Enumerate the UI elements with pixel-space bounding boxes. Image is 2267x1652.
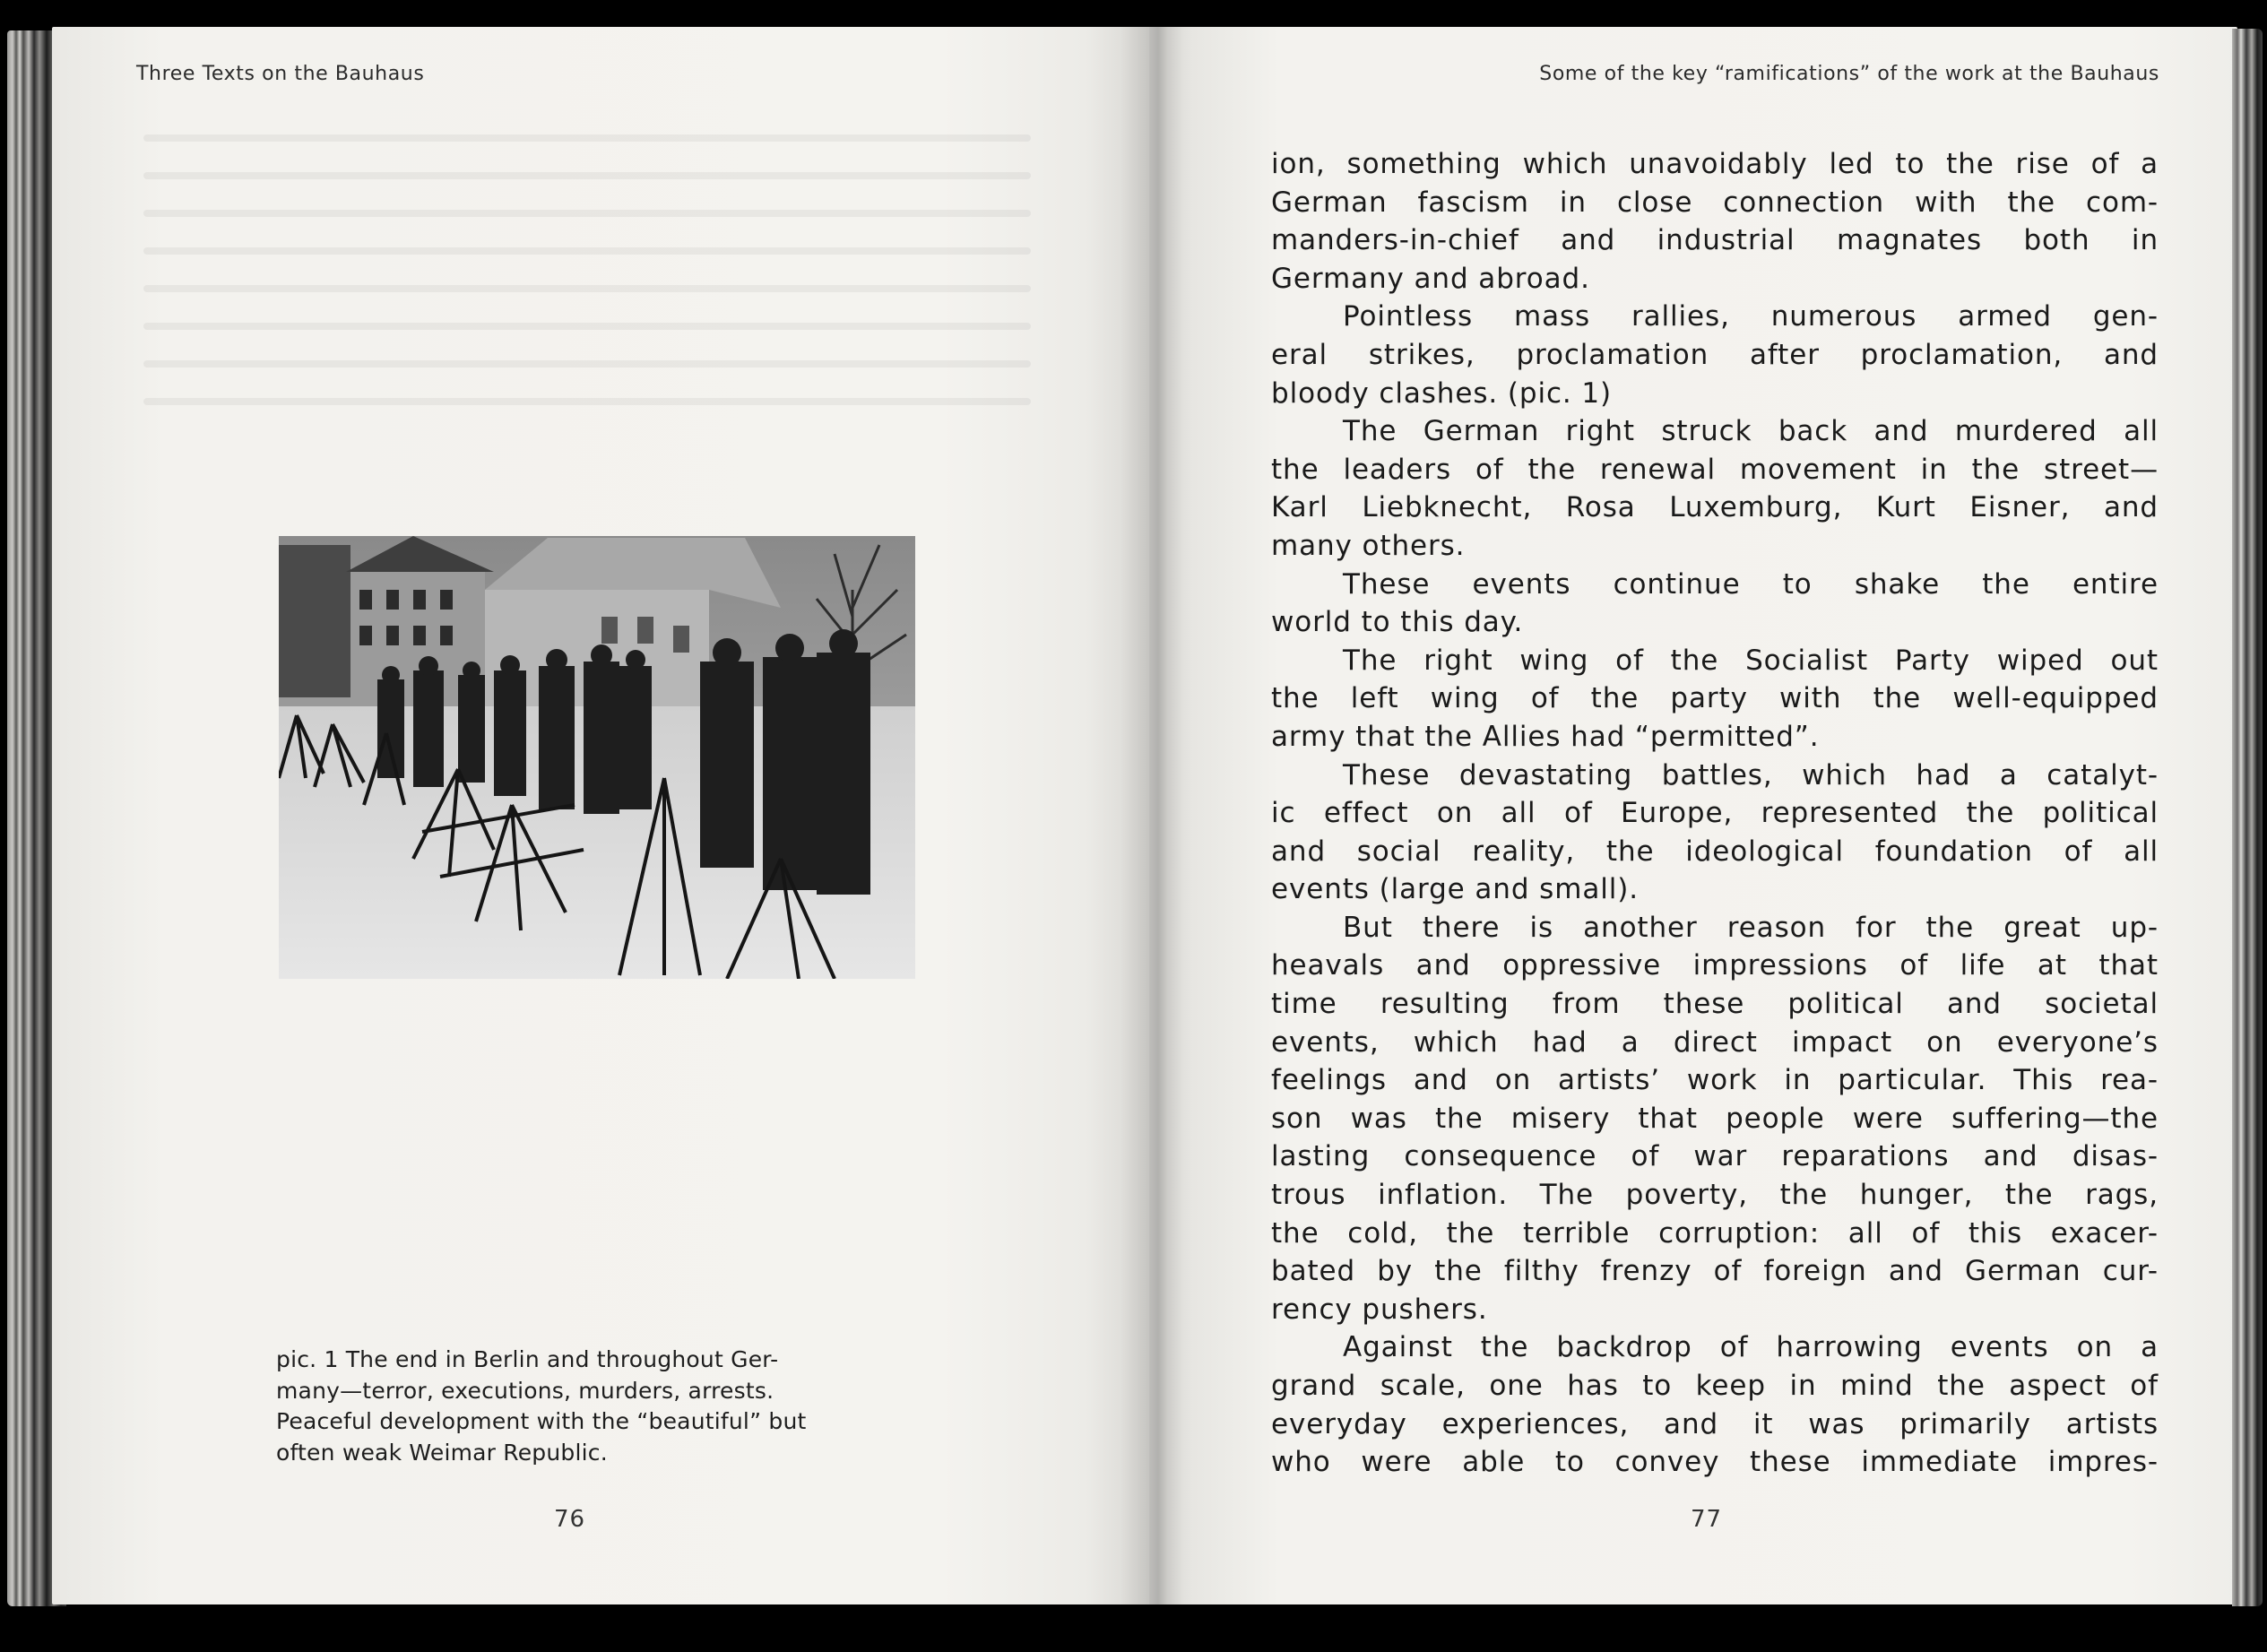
text-line: Pointless mass rallies, numerous armed gen-	[1343, 300, 2159, 333]
right-page-edges	[2232, 29, 2263, 1606]
historical-photo	[279, 536, 915, 979]
text-line: lasting consequence of war reparations and disas-	[1271, 1140, 2159, 1173]
text-line: events, which had a direct impact on everyone’s	[1271, 1025, 2159, 1059]
text-line: trous inflation. The poverty, the hunger, the rags,	[1271, 1179, 2159, 1212]
text-line: feelings and on artists’ work in particular. This rea-	[1271, 1064, 2159, 1097]
running-head-right: Some of the key “ramifications” of the work at the Bauhaus	[1539, 63, 2159, 85]
text-line: the left wing of the party with the well-equipped	[1271, 682, 2159, 715]
text-line: time resulting from these political and societal	[1271, 988, 2159, 1021]
page-number-right: 77	[1691, 1506, 1723, 1533]
text-line: who were able to convey these immediate impres-	[1271, 1446, 2159, 1479]
text-line: eral strikes, proclamation after proclamation, and	[1271, 338, 2159, 371]
text-line: ion, something which unavoidably led to the rise of a	[1271, 148, 2159, 180]
body-text	[1271, 145, 2159, 1482]
caption-line: pic. 1 The end in Berlin and throughout Ger-	[276, 1346, 779, 1372]
text-line: Karl Liebknecht, Rosa Luxemburg, Kurt Eisner, and	[1271, 491, 2159, 524]
page-number-left: 76	[554, 1506, 586, 1533]
gutter-shadow	[1121, 27, 1183, 1604]
text-line: the cold, the terrible corruption: all of this exacer-	[1271, 1216, 2159, 1250]
caption-line: many—terror, executions, murders, arrests.	[276, 1377, 774, 1404]
caption-line: often weak Weimar Republic.	[276, 1439, 608, 1466]
text-line: Germany and abroad.	[1271, 262, 1590, 295]
caption-line: Peaceful development with the “beautiful” but	[276, 1408, 807, 1434]
text-line: These devastating battles, which had a catalyt-	[1343, 758, 2159, 791]
text-line: The German right struck back and murdered all	[1343, 415, 2159, 448]
text-line: German fascism in close connection with the com-	[1271, 186, 2159, 219]
text-line: The right wing of the Socialist Party wiped out	[1343, 644, 2159, 677]
running-head-left: Three Texts on the Bauhaus	[136, 63, 425, 85]
show-through-text	[143, 134, 1031, 436]
photo-caption	[276, 1345, 922, 1468]
text-line: the leaders of the renewal movement in the street—	[1271, 453, 2159, 486]
text-line: These events continue to shake the entire	[1343, 567, 2159, 601]
text-line: grand scale, one has to keep in mind the aspect of	[1271, 1370, 2159, 1402]
text-line: army that the Allies had “permitted”.	[1271, 720, 1820, 753]
text-line: But there is another reason for the great up-	[1343, 911, 2159, 944]
text-line: son was the misery that people were suffering—the	[1271, 1102, 2159, 1135]
text-line: manders-in-chief and industrial magnates both in	[1271, 224, 2159, 257]
text-line: bloody clashes. (pic. 1)	[1271, 376, 1613, 410]
text-line: rency pushers.	[1271, 1293, 1488, 1326]
text-line: world to this day.	[1271, 606, 1524, 639]
text-line: ic effect on all of Europe, represented the political	[1271, 797, 2159, 830]
text-line: many others.	[1271, 529, 1466, 562]
text-line: bated by the filthy frenzy of foreign and German cur-	[1271, 1255, 2159, 1288]
text-line: heavals and oppressive impressions of life at that	[1271, 949, 2159, 982]
text-line: and social reality, the ideological foundation of all	[1271, 835, 2159, 868]
text-line: events (large and small).	[1271, 873, 1639, 906]
text-line: everyday experiences, and it was primarily artists	[1271, 1407, 2159, 1440]
text-line: Against the backdrop of harrowing events on a	[1343, 1331, 2159, 1364]
